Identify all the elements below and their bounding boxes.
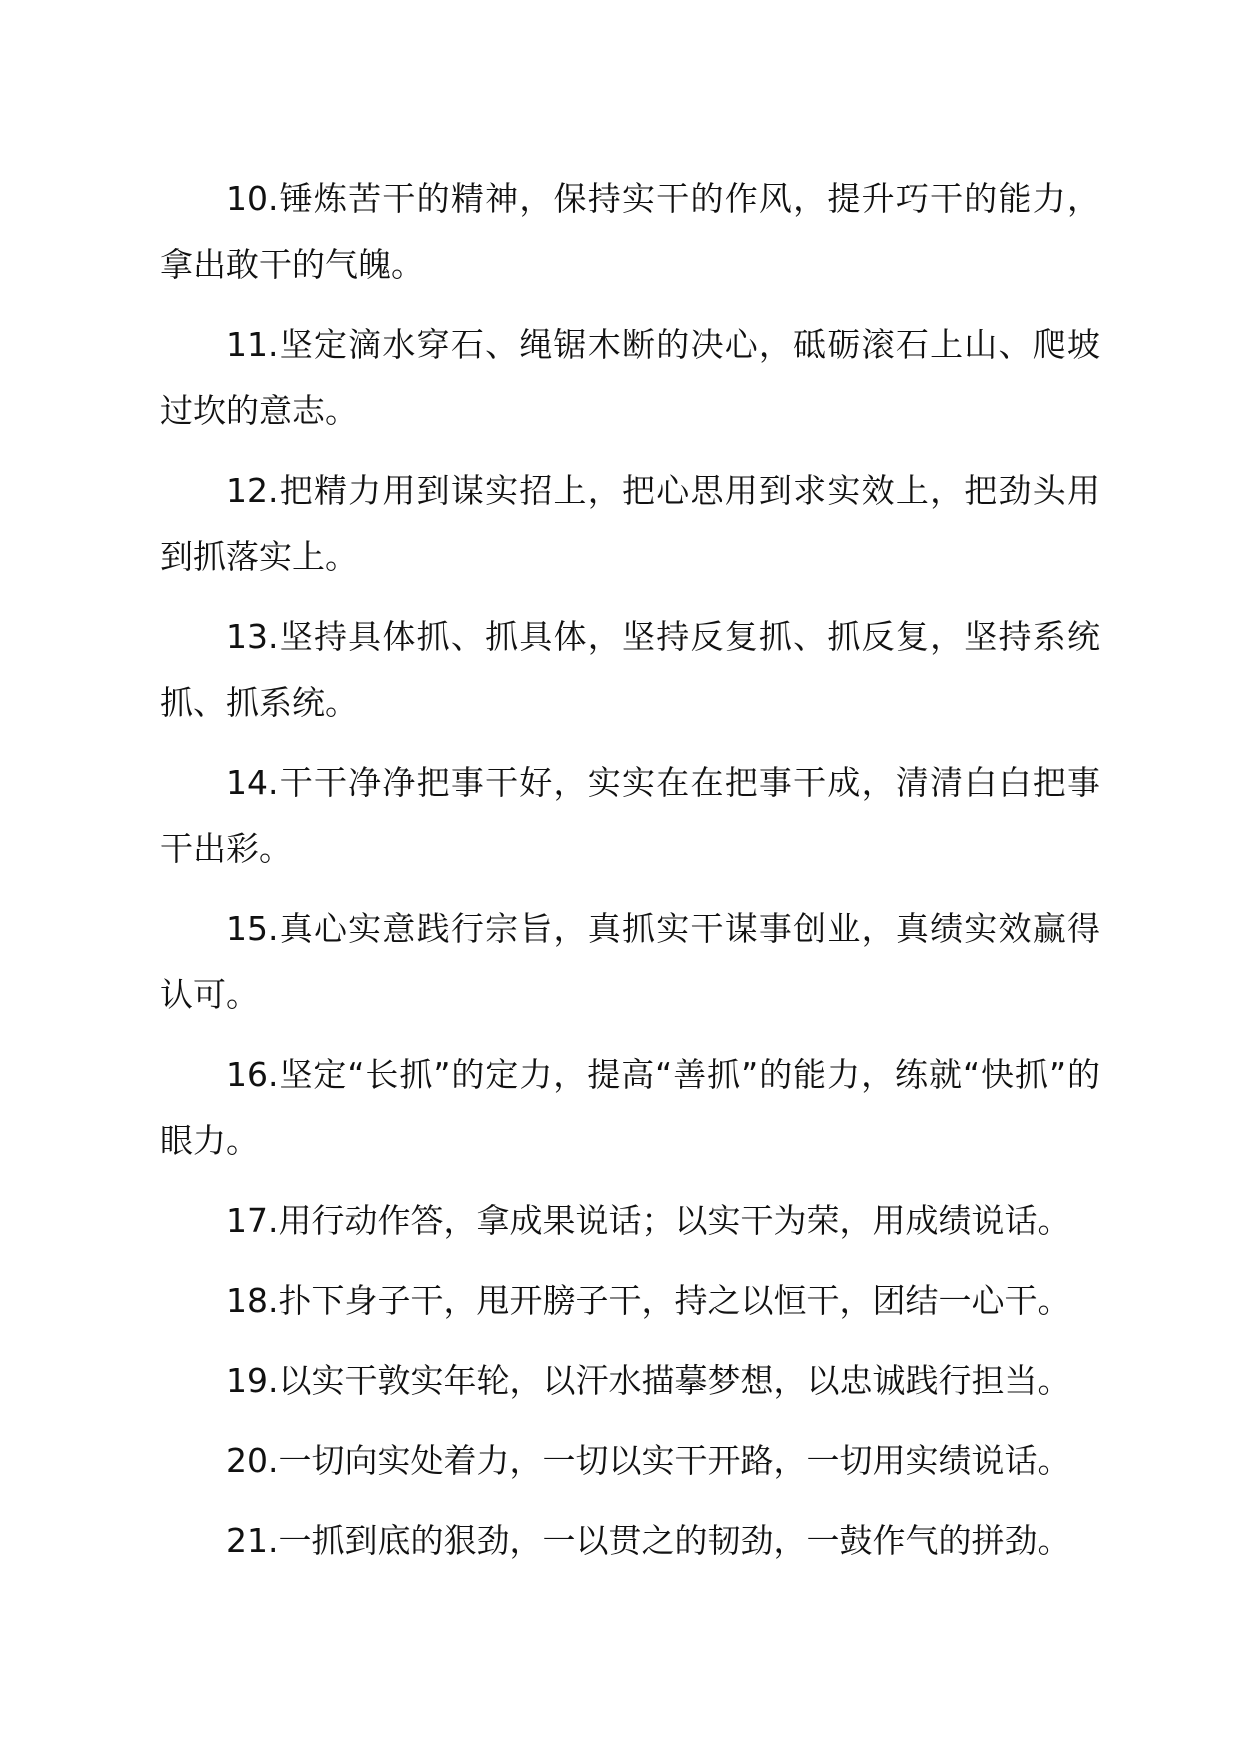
paragraph-16: 16.坚定“长抓”的定力，提高“善抓”的能力，练就“快抓”的眼力。	[160, 1055, 1100, 1160]
paragraph-14: 14.干干净净把事干好，实实在在把事干成，清清白白把事干出彩。	[160, 763, 1100, 868]
document-body	[160, 166, 1100, 1588]
paragraph-10: 10.锤炼苦干的精神，保持实干的作风，提升巧干的能力，拿出敢干的气魄。	[160, 179, 1100, 284]
paragraph-13: 13.坚持具体抓、抓具体，坚持反复抓、抓反复，坚持系统抓、抓系统。	[160, 617, 1100, 722]
paragraph-15: 15.真心实意践行宗旨，真抓实干谋事创业，真绩实效赢得认可。	[160, 909, 1100, 1014]
paragraph-17: 17.用行动作答，拿成果说话；以实干为荣，用成绩说话。	[226, 1201, 1071, 1240]
paragraph-18: 18.扑下身子干，甩开膀子干，持之以恒干，团结一心干。	[226, 1281, 1071, 1320]
paragraph-12: 12.把精力用到谋实招上，把心思用到求实效上，把劲头用到抓落实上。	[160, 471, 1100, 576]
paragraph-11: 11.坚定滴水穿石、绳锯木断的决心，砥砺滚石上山、爬坡过坎的意志。	[160, 325, 1100, 430]
paragraph-19: 19.以实干敦实年轮，以汗水描摹梦想，以忠诚践行担当。	[226, 1361, 1071, 1400]
paragraph-21: 21.一抓到底的狠劲，一以贯之的韧劲，一鼓作气的拼劲。	[226, 1521, 1071, 1560]
paragraph-20: 20.一切向实处着力，一切以实干开路，一切用实绩说话。	[226, 1441, 1071, 1480]
